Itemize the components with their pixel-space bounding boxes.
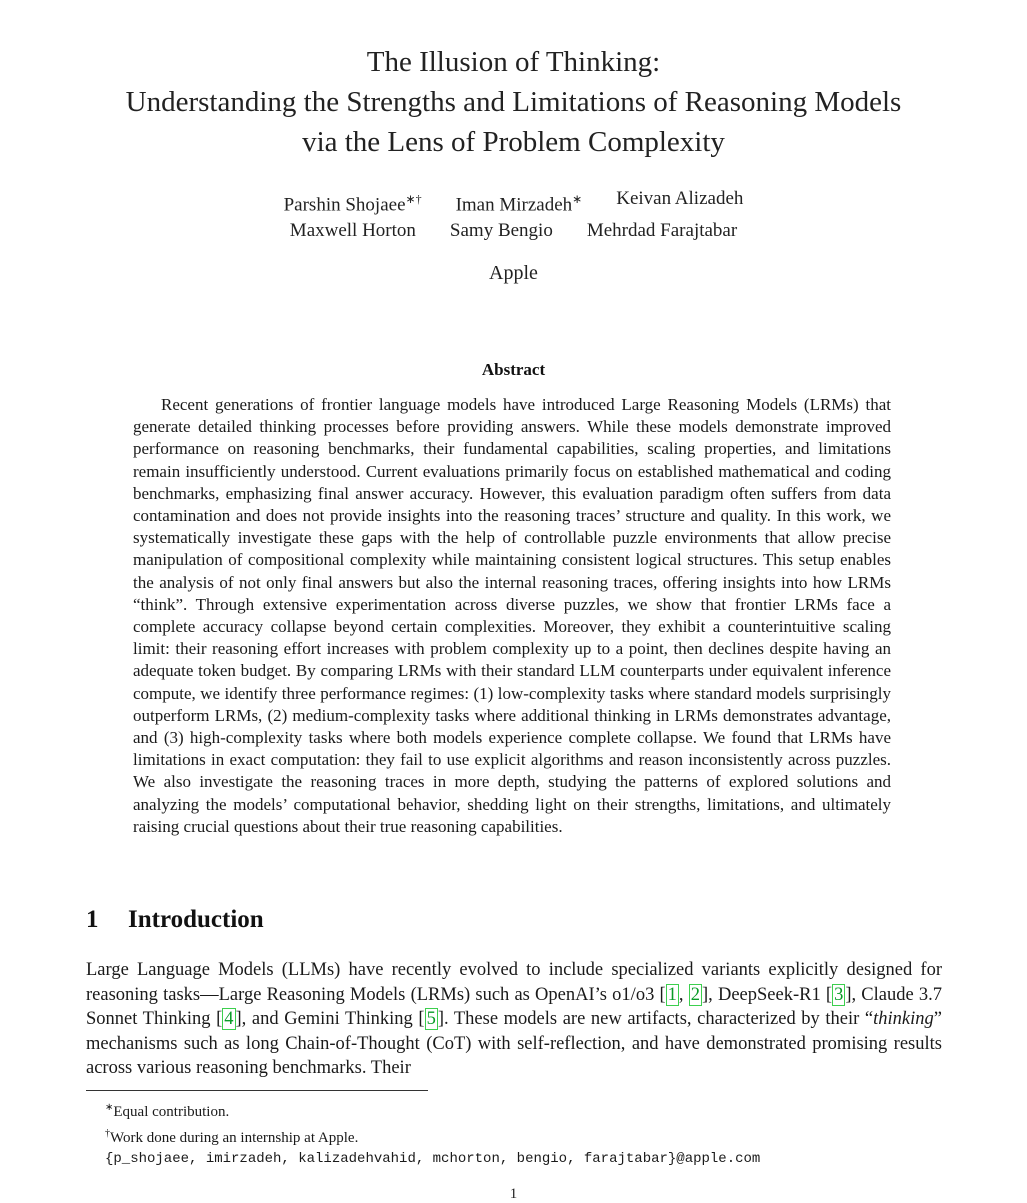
- section-heading: [86, 906, 264, 934]
- citation-link[interactable]: 1: [667, 984, 677, 1005]
- emphasis-thinking: thinking: [873, 1009, 934, 1030]
- author: Maxwell Horton: [289, 220, 416, 242]
- author-row-2: [0, 218, 1027, 244]
- author-list: [0, 186, 1027, 244]
- citation-link[interactable]: 2: [690, 984, 700, 1005]
- affiliation: Apple: [489, 262, 538, 284]
- citation-link[interactable]: 3: [834, 984, 844, 1005]
- author: Samy Bengio: [449, 220, 553, 242]
- section-title: Introduction: [128, 906, 264, 933]
- footnote-rule: [86, 1090, 428, 1091]
- abstract-heading: Abstract: [481, 360, 546, 379]
- footnote: ∗Equal contribution.: [105, 1102, 230, 1120]
- author: Iman Mirzadeh∗: [455, 192, 583, 216]
- author: Mehrdad Farajtabar: [586, 220, 738, 242]
- title-line-3: via the Lens of Problem Complexity: [302, 126, 725, 158]
- citation-link[interactable]: 4: [224, 1009, 234, 1030]
- section-number: 1: [86, 906, 99, 933]
- title-line-1: The Illusion of Thinking:: [366, 46, 661, 78]
- footnotes: [105, 1097, 760, 1170]
- author-row-1: [0, 186, 1027, 218]
- title-line-2: Understanding the Strengths and Limitations of Reasoning Models: [125, 86, 902, 118]
- footnote: †Work done during an internship at Apple.: [105, 1128, 359, 1146]
- author-emails: {p_shojaee, imirzadeh, kalizadehvahid, mchorton, bengio, farajtabar}@apple.com: [105, 1151, 761, 1167]
- author: Keivan Alizadeh: [616, 188, 744, 209]
- page-number: 1: [509, 1186, 518, 1202]
- intro-paragraph: Large Language Models (LLMs) have recently evolved to include specialized variants explicitly designed for reasoning tasks—Large Reasoning Models (LRMs) such as OpenAI’s o1/o3 [ 1 , 2 ], DeepSeek-R1 [ 3 ], Claude 3.7 Sonnet Thinking [ 4 ], and Gemini Thinking [ 5 ]. These models are new artifacts, characterized by their “thinking” mechanisms such as long Chain-of-Thought (CoT) with self-reflection, and have demonstrated promising results across various reasoning benchmarks. Their: [86, 960, 942, 1079]
- author: Parshin Shojaee∗†: [283, 192, 422, 216]
- paper-title: [0, 42, 1027, 162]
- abstract-text: Recent generations of frontier language models have introduced Large Reasoning Models (LRMs) that generate detailed thinking processes before providing answers. While these models demonstrate improved performance on reasoning benchmarks, their fundamental capabilities, scaling properties, and limitations remain insufficiently understood. Current evaluations primarily focus on established mathematical and coding benchmarks, emphasizing final answer accuracy. However, this evaluation paradigm often suffers from data contamination and does not provide insights into the reasoning traces’ structure and quality. In this work, we systematically investigate these gaps with the help of controllable puzzle environments that allow precise manipulation of compositional complexity while maintaining consistent logical structures. This setup enables the analysis of not only final answers but also the internal reasoning traces, offering insights into how LRMs “think”. Through extensive experimentation across diverse puzzles, we show that frontier LRMs face a complete accuracy collapse beyond certain complexities. Moreover, they exhibit a counterintuitive scaling limit: their reasoning effort increases with problem complexity up to a point, then declines despite having an adequate token budget. By comparing LRMs with their standard LLM counterparts under equivalent inference compute, we identify three performance regimes: (1) low-complexity tasks where standard models surprisingly outperform LRMs, (2) medium-complexity tasks where additional thinking in LRMs demonstrates advantage, and (3) high-complexity tasks where both models experience complete collapse. We found that LRMs have limitations in exact computation: they fail to use explicit algorithms and reason inconsistently across puzzles. We also investigate the reasoning traces in more depth, studying the patterns of explored solutions and analyzing the models’ computational behavior, shedding light on their strengths, limitations, and ultimately raising crucial questions about their true reasoning capabilities.: [133, 395, 891, 836]
- citation-link[interactable]: 5: [426, 1009, 436, 1030]
